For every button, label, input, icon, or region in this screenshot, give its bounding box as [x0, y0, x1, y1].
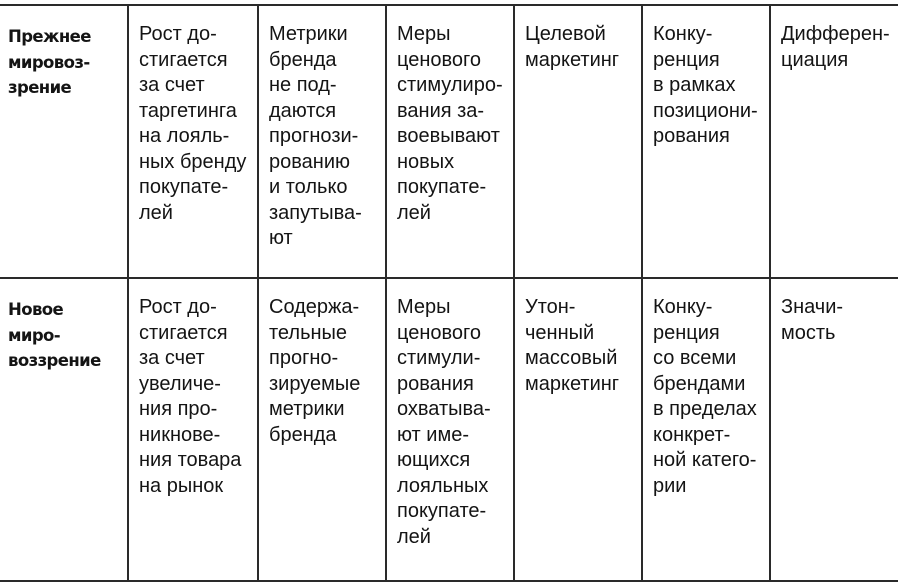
table-cell: Дифферен- циация — [770, 5, 898, 278]
table-row-new-worldview — [0, 278, 898, 581]
table-cell: Утон- ченный массовый маркетинг — [514, 278, 642, 581]
table-cell: Меры ценового стимулиро- вания за- воевывают новых покупате- лей — [386, 5, 514, 278]
table-cell: Конку- ренция в рамках позициони- рования — [642, 5, 770, 278]
table-cell: Содержа- тельные прогно- зируемые метрики бренда — [258, 278, 386, 581]
table-cell: Значи- мость — [770, 278, 898, 581]
table-row-old-worldview — [0, 5, 898, 278]
table-cell: Рост до- стигается за счет таргетинга на лояль- ных бренду покупате- лей — [128, 5, 258, 278]
row-header-new-worldview: Новое миро- воззрение — [0, 278, 128, 581]
table-cell: Рост до- стигается за счет увеличе- ния про- никнове- ния товара на рынок — [128, 278, 258, 581]
table-cell: Меры ценового стимули- рования охватыва- ют име- ющихся лояльных покупате- лей — [386, 278, 514, 581]
table-cell: Целевой маркетинг — [514, 5, 642, 278]
table-cell: Метрики бренда не под- даются прогнози- рованию и только запутыва- ют — [258, 5, 386, 278]
comparison-table — [0, 4, 898, 582]
row-header-old-worldview: Прежнее мировоз- зрение — [0, 5, 128, 278]
table-cell: Конку- ренция со всеми брендами в пределах конкрет- ной катего- рии — [642, 278, 770, 581]
